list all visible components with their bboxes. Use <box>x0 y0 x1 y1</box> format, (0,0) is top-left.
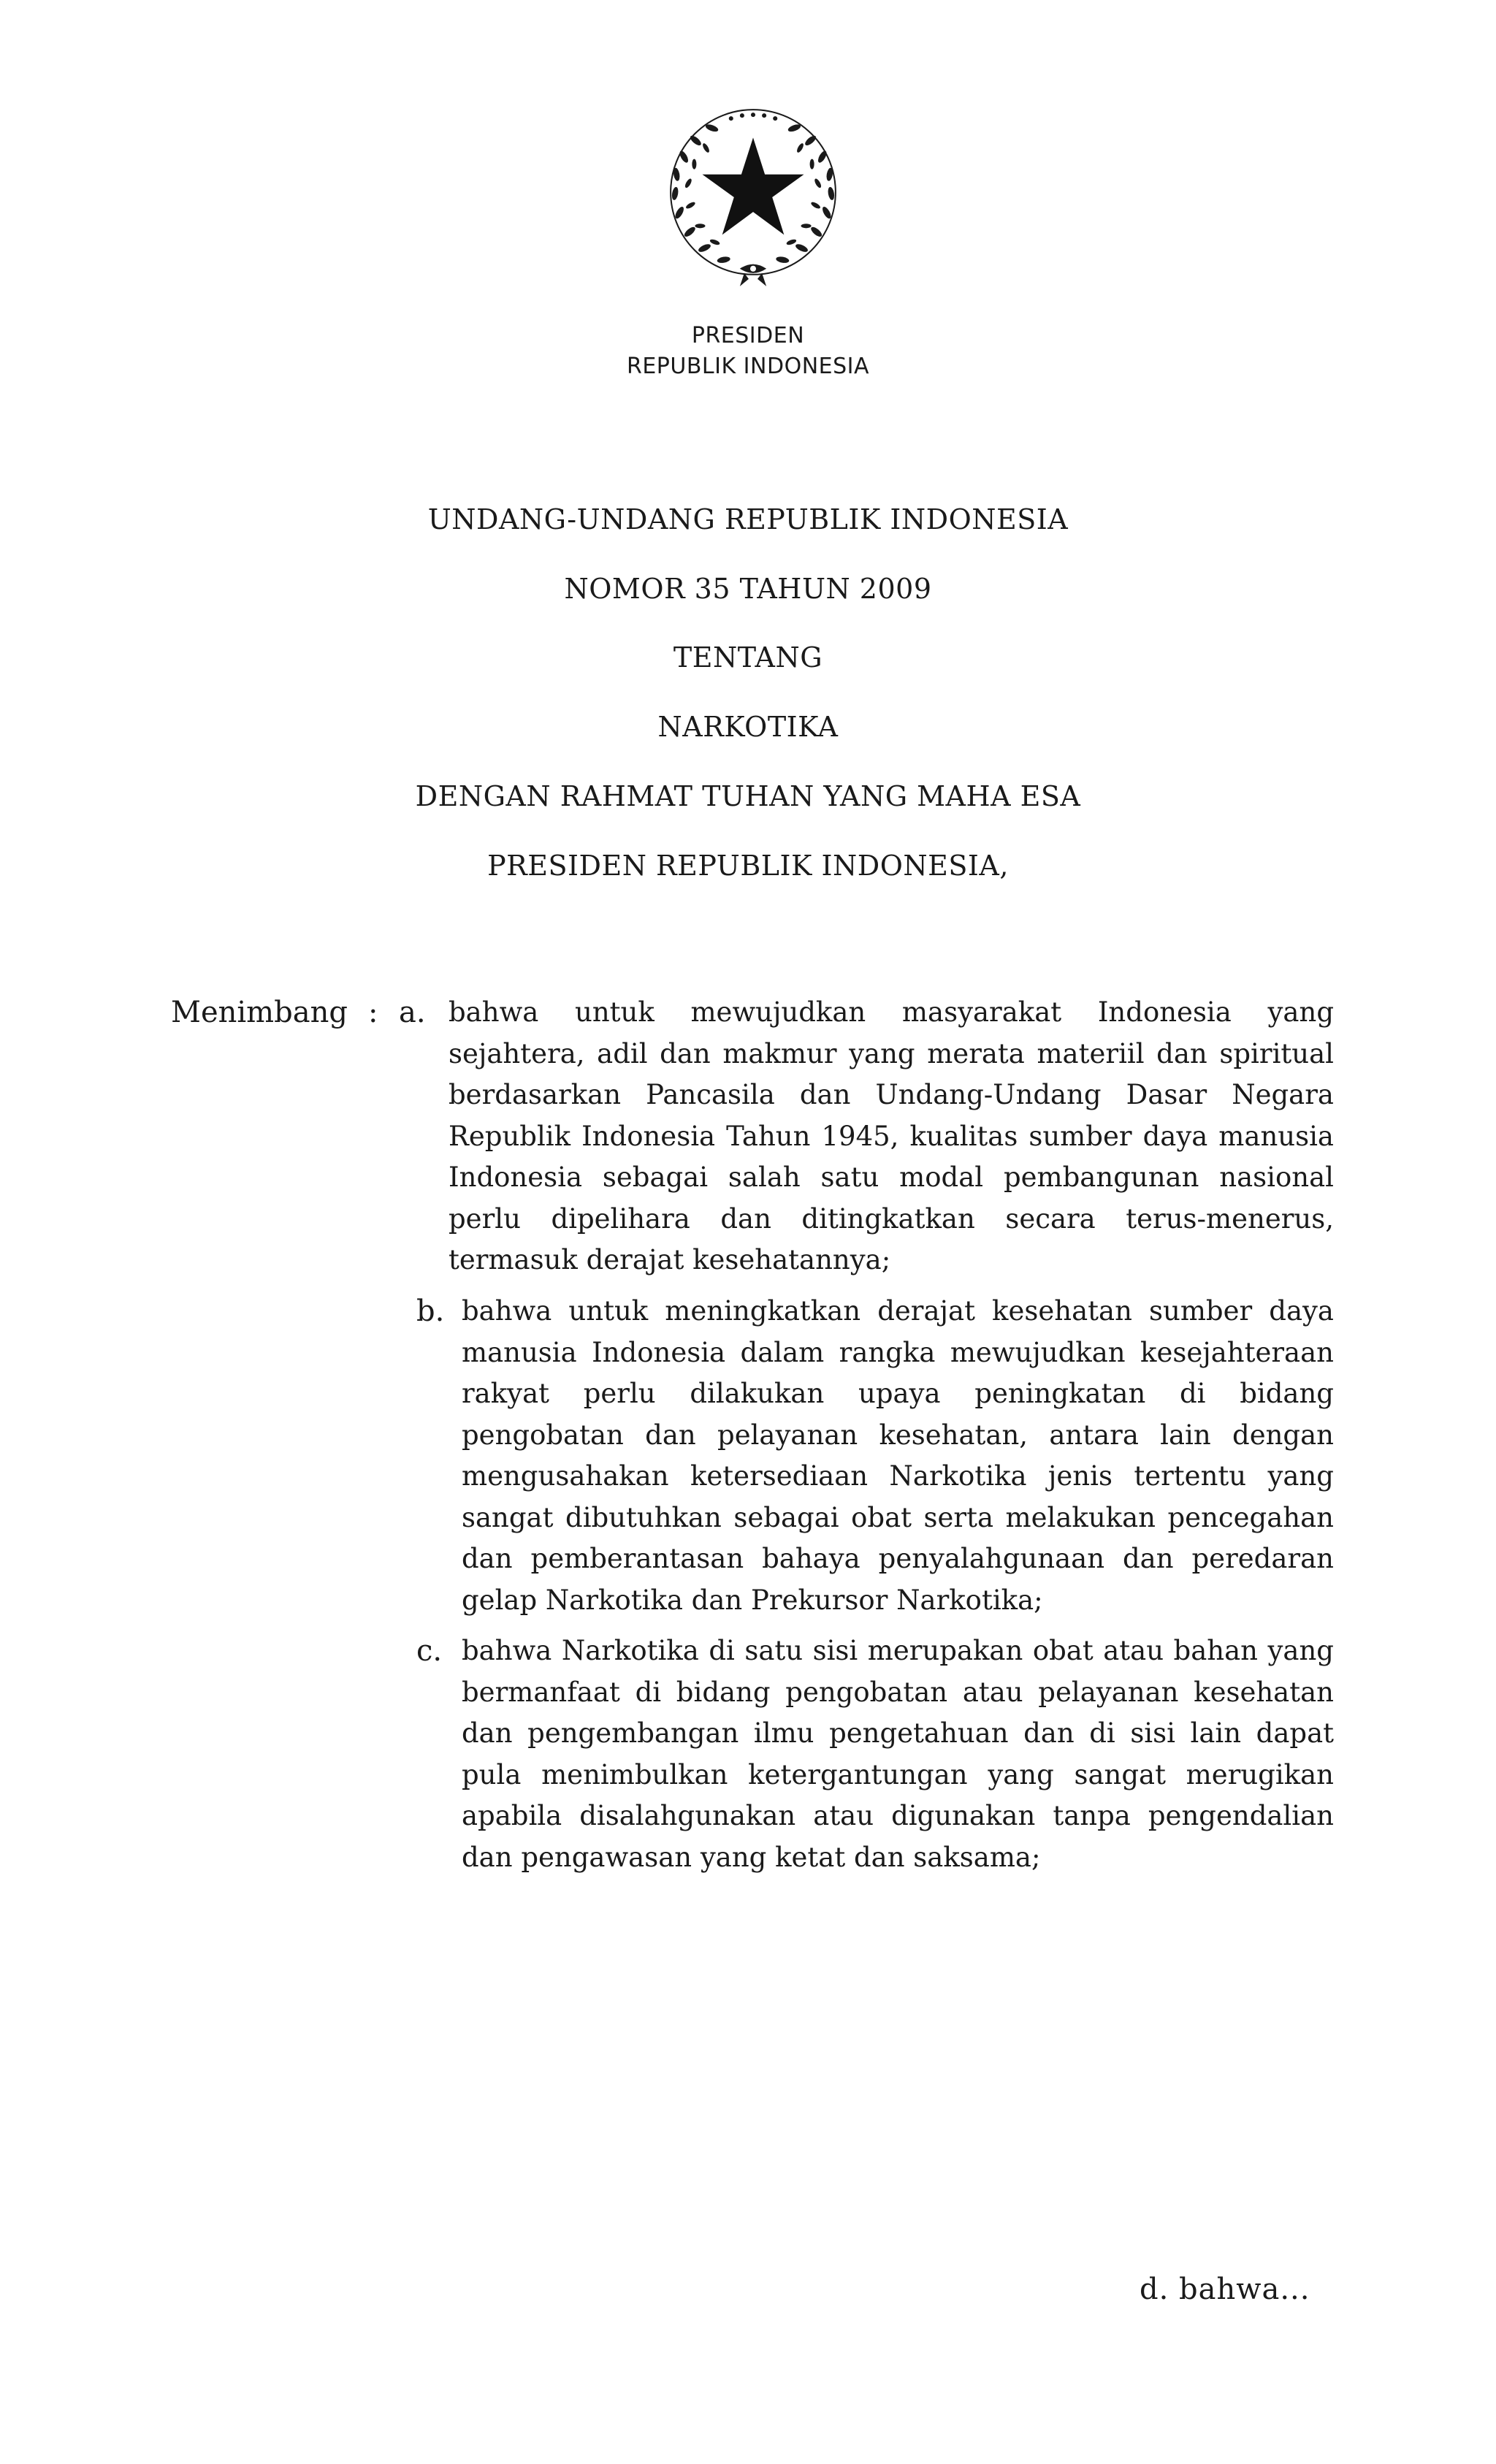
item-text-b: bahwa untuk meningkatkan derajat kesehatan sumber daya manusia Indonesia dalam rangka mewujudkan kesejahteraan rakyat perlu dilakukan upaya peningkatan di bidang pengobatan dan pelayanan kesehatan, antara lain dengan mengusahakan ketersediaan Narkotika jenis tertentu yang sangat dibutuhkan sebagai obat serta melakukan pencegahan dan pemberantasan bahaya penyalahgunaan dan peredaran gelap Narkotika dan Prekursor Narkotika; <box>462 1295 1334 1616</box>
item-marker-a: a. <box>399 996 426 1029</box>
page-continuation: d. bahwa... <box>1140 2273 1310 2306</box>
office-line-president: PRESIDEN <box>691 323 805 348</box>
garuda-star-emblem <box>657 102 849 294</box>
considering-colon: : <box>368 996 378 1029</box>
law-about: TENTANG <box>673 641 823 674</box>
invocation: DENGAN RAHMAT TUHAN YANG MAHA ESA <box>415 780 1081 812</box>
item-marker-c: c. <box>416 1634 443 1668</box>
law-subject: NARKOTIKA <box>657 711 839 743</box>
item-marker-b: b. <box>416 1294 445 1328</box>
office-line-republic: REPUBLIK INDONESIA <box>626 354 869 379</box>
item-text-c: bahwa Narkotika di satu sisi merupakan obat atau bahan yang bermanfaat di bidang pengobatan atau pelayanan kesehatan dan pengembangan ilmu pengetahuan dan di sisi lain dapat pula menimbulkan ketergantungan yang sangat merugikan apabila disalahgunakan atau digunakan tanpa pengendalian dan pengawasan yang ketat dan saksama; <box>462 1635 1334 1873</box>
enacting-authority: PRESIDEN REPUBLIK INDONESIA, <box>487 850 1009 882</box>
item-text-a: bahwa untuk mewujudkan masyarakat Indonesia yang sejahtera, adil dan makmur yang merata materiil dan spiritual berdasarkan Pancasila dan Undang-Undang Dasar Negara Republik Indonesia Tahun 1945, kualitas sumber daya manusia Indonesia sebagai salah satu modal pembangunan nasional perlu dipelihara dan ditingkatkan secara terus-menerus, termasuk derajat kesehatannya; <box>449 996 1334 1275</box>
law-title: UNDANG-UNDANG REPUBLIK INDONESIA <box>427 503 1069 535</box>
considering-label: Menimbang <box>171 996 348 1029</box>
law-number: NOMOR 35 TAHUN 2009 <box>564 573 932 605</box>
